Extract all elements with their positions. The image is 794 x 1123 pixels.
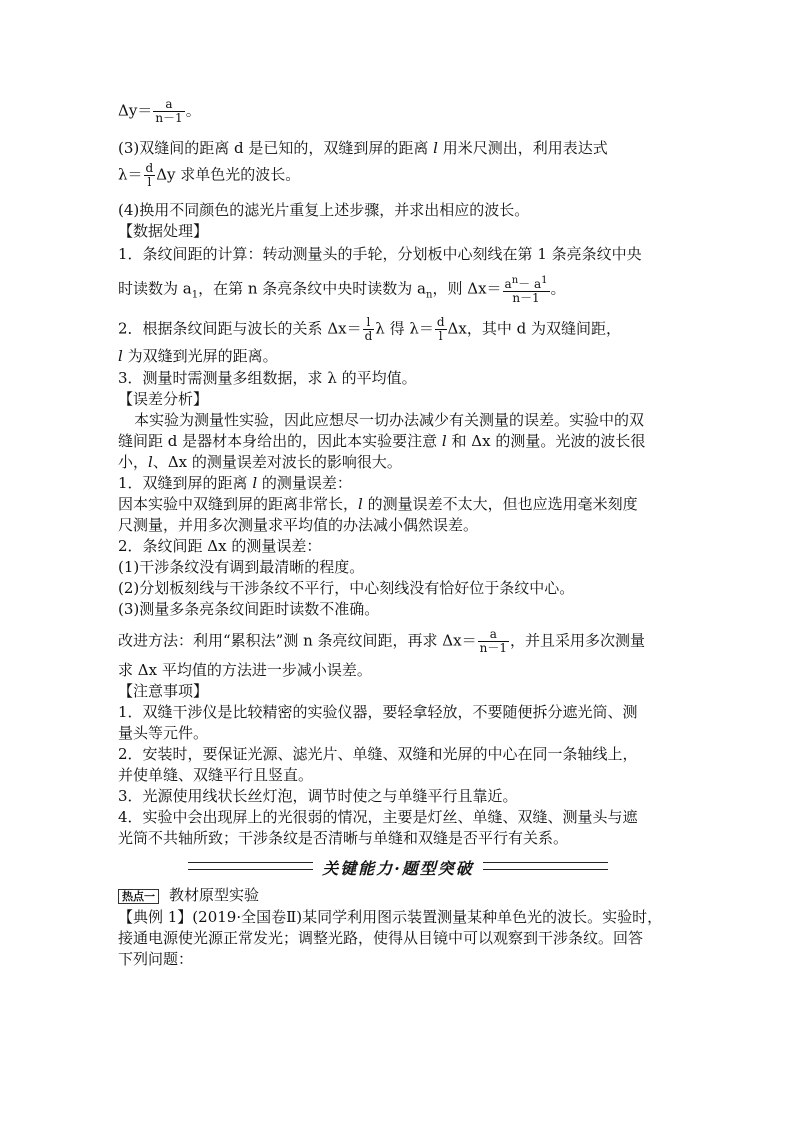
text-line: 尺测量，并用多次测量求平均值的办法减小偶然误差。 [118, 516, 479, 534]
text-line: (1)干涉条纹没有调到最清晰的程度。 [118, 558, 365, 576]
text-line: 2．根据条纹间距与波长的关系 Δx＝ $\frac{l}{d}$ λ 得 λ＝ $\frac{d}{l}$ Δx，其中 d 为双缝间距， [118, 315, 621, 343]
hotspot-heading: 热点一 教材原型实验 [118, 885, 259, 905]
section-heading: 【误差分析】 [118, 390, 209, 408]
section-heading: 【注意事项】 [118, 682, 209, 700]
text-line: (4)换用不同颜色的滤光片重复上述步骤，并求出相应的波长。 [118, 201, 530, 219]
text-line: 1．双缝干涉仪是比较精密的实验仪器，要轻拿轻放，不要随便拆分遮光筒、测 [118, 703, 638, 721]
text-line: 光筒不共轴所致；干涉条纹是否清晰与单缝和双缝是否平行有关系。 [118, 829, 569, 847]
text-line: 本实验为测量性实验，因此应想尽一切办法减少有关测量的误差。实验中的双 [134, 411, 645, 429]
text-line: 2．条纹间距 Δx 的测量误差： [118, 537, 322, 555]
text-line: (3)双缝间的距离 d 是已知的，双缝到屏的距离 l 用米尺测出，利用表达式 [118, 139, 608, 157]
text-line: 小，l、Δx 的测量误差对波长的影响很大。 [118, 453, 402, 471]
fraction: $\frac{d}{l}$ [436, 315, 445, 343]
text-line: 4．实验中会出现屏上的光很弱的情况，主要是灯丝、单缝、双缝、测量头与遮 [118, 808, 638, 826]
text-line: (2)分划板刻线与干涉条纹不平行，中心刻线没有恰好位于条纹中心。 [118, 579, 575, 597]
banner-rule-right [483, 862, 608, 870]
text-line: 量头等元件。 [118, 724, 209, 742]
hotspot-tag: 热点一 [118, 889, 159, 904]
text-line: (3)测量多条亮条纹间距时读数不准确。 [118, 600, 380, 618]
text-line: 2．安装时，要保证光源、滤光片、单缝、双缝和光屏的中心在同一条轴线上， [118, 745, 638, 763]
text-line: 3．测量时需测量多组数据，求 λ 的平均值。 [118, 369, 417, 387]
fraction: $\frac{a^n- a^1}{n-1}$ [504, 275, 548, 305]
text-line: 因本实验中双缝到屏的距离非常长，l 的测量误差不太大，但也应选用毫米刻度 [118, 495, 638, 513]
section-banner [188, 856, 608, 878]
text-line: 改进方法：利用“累积法”测 n 条亮纹间距，再求 Δx＝ $\frac{a}{n-1}$ ，并且采用多次测量 [118, 627, 645, 655]
fraction: $\frac{a}{n-1}$ [155, 97, 183, 125]
text-line: 3．光源使用线状长丝灯泡，调节时使之与单缝平行且靠近。 [118, 787, 518, 805]
text-line: l 为双缝到光屏的距离。 [118, 347, 278, 365]
banner-rule-left [188, 862, 313, 870]
formula-lambda: λ＝ $\frac{d}{l}$ Δy 求单色光的波长。 [118, 161, 301, 189]
formula-delta-y: Δy＝ $\frac{a}{n-1}$ 。 [118, 97, 201, 125]
fraction: $\frac{a}{n-1}$ [479, 627, 507, 655]
text-line: 求 Δx 平均值的方法进一步减小误差。 [118, 661, 372, 679]
section-heading: 【数据处理】 [118, 222, 209, 240]
example-line: 下列问题： [118, 950, 194, 968]
fraction: $\frac{l}{d}$ [364, 315, 373, 343]
example-line: 接通电源使光源正常发光；调整光路，使得从目镜中可以观察到干涉条纹。回答 [118, 929, 644, 947]
text-line: 时读数为 $a_1$，在第 n 条亮条纹中央时读数为 $a_n$，则 Δx＝ $\frac{a^n- a^1}{n-1}$ 。 [118, 275, 566, 305]
text-line: 并使单缝、双缝平行且竖直。 [118, 766, 314, 784]
fraction: $\frac{d}{l}$ [145, 161, 154, 189]
text-line: 1．双缝到屏的距离 l 的测量误差： [118, 474, 352, 492]
banner-title: 关键能力·题型突破 [322, 859, 474, 878]
example-line: 【典例 1】(2019·全国卷Ⅱ)某同学利用图示装置测量某种单色光的波长。实验时， [118, 908, 663, 926]
text-line: 缝间距 d 是器材本身给出的，因此本实验要注意 l 和 Δx 的测量。光波的波长很 [118, 432, 646, 450]
text-line: 1．条纹间距的计算：转动测量头的手轮，分划板中心刻线在第 1 条亮条纹中央 [118, 245, 642, 263]
